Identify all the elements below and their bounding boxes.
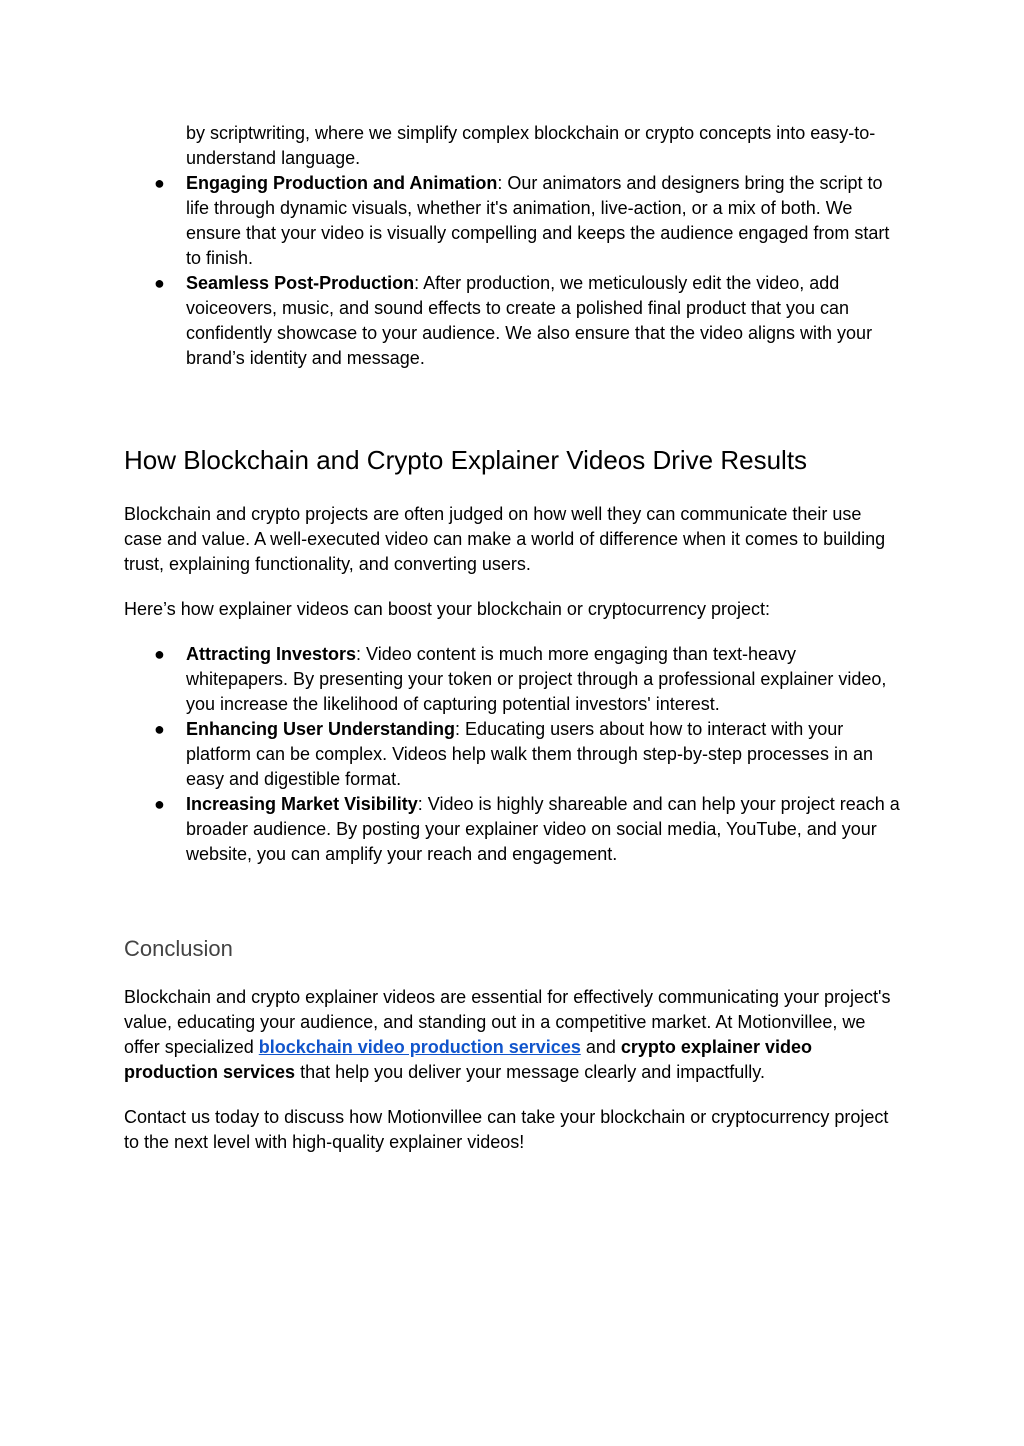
list-item [124,171,900,271]
list-item-title: Enhancing User Understanding [186,719,456,739]
bullet-icon: ● [154,173,165,193]
results-paragraph-1: Blockchain and crypto projects are often judged on how well they can communicate their use case and value. A well-executed video can make a world of difference when it comes to building trust, explaining functionality, and converting users. [124,504,886,574]
conclusion-paragraph-1 [124,985,900,1085]
list-item-text: : Video content is much more engaging than text-heavy whitepapers. By presenting your token or project through a professional explainer video, you increase the likelihood of capturing potential investors' interest. [186,644,887,714]
results-paragraph-2: Here’s how explainer videos can boost your blockchain or cryptocurrency project: [124,599,770,619]
bullet-icon: ● [154,719,165,739]
list-item [124,792,900,867]
section-heading-results: How Blockchain and Crypto Explainer Videos Drive Results [124,445,808,475]
conclusion-text-start: Blockchain and crypto explainer videos are essential for effectively communicating your project's value, educating your audience, and standing out in a competitive market. At Motionvillee, we offer specialized [124,987,891,1057]
process-list [124,171,900,371]
conclusion-text-mid: and [580,1037,621,1057]
list-item-title: Increasing Market Visibility [186,794,418,814]
bullet-icon: ● [154,644,165,664]
list-item [124,271,900,371]
list-item-text: : Our animators and designers bring the script to life through dynamic visuals, whether it's animation, live-action, or a mix of both. We ensure that your video is visually compelling and keeps the audience engaged from start to finish. [186,173,890,268]
conclusion-bold-service: crypto explainer video production services [124,1037,812,1082]
list-item-text: : Video is highly shareable and can help your project reach a broader audience. By posting your explainer video on social media, YouTube, and your website, you can amplify your reach and engagement. [186,794,900,864]
benefits-list [124,642,900,867]
conclusion-paragraph-2: Contact us today to discuss how Motionvillee can take your blockchain or cryptocurrency project to the next level with high-quality explainer videos! [124,1107,889,1152]
intro-continuation: by scriptwriting, where we simplify complex blockchain or crypto concepts into easy-to-understand language. [186,123,876,168]
bullet-icon: ● [154,794,165,814]
list-item [124,717,900,792]
list-item-title: Seamless Post-Production [186,273,415,293]
list-item-text: : Educating users about how to interact with your platform can be complex. Videos help walk them through step-by-step processes in an easy and digestible format. [186,719,874,789]
bullet-icon: ● [154,273,165,293]
section-heading-conclusion: Conclusion [124,936,233,961]
list-item-title: Attracting Investors [186,644,357,664]
list-item-text: : After production, we meticulously edit the video, add voiceovers, music, and sound effects to create a polished final product that you can confidently showcase to your audience. We also ensure that the video aligns with your brand’s identity and message. [186,273,873,368]
blockchain-video-production-link[interactable]: blockchain video production services [258,1037,581,1057]
document-page [124,121,900,1155]
list-item [124,642,900,717]
list-item-title: Engaging Production and Animation [186,173,498,193]
conclusion-text-end: that help you deliver your message clearly and impactfully. [295,1062,765,1082]
